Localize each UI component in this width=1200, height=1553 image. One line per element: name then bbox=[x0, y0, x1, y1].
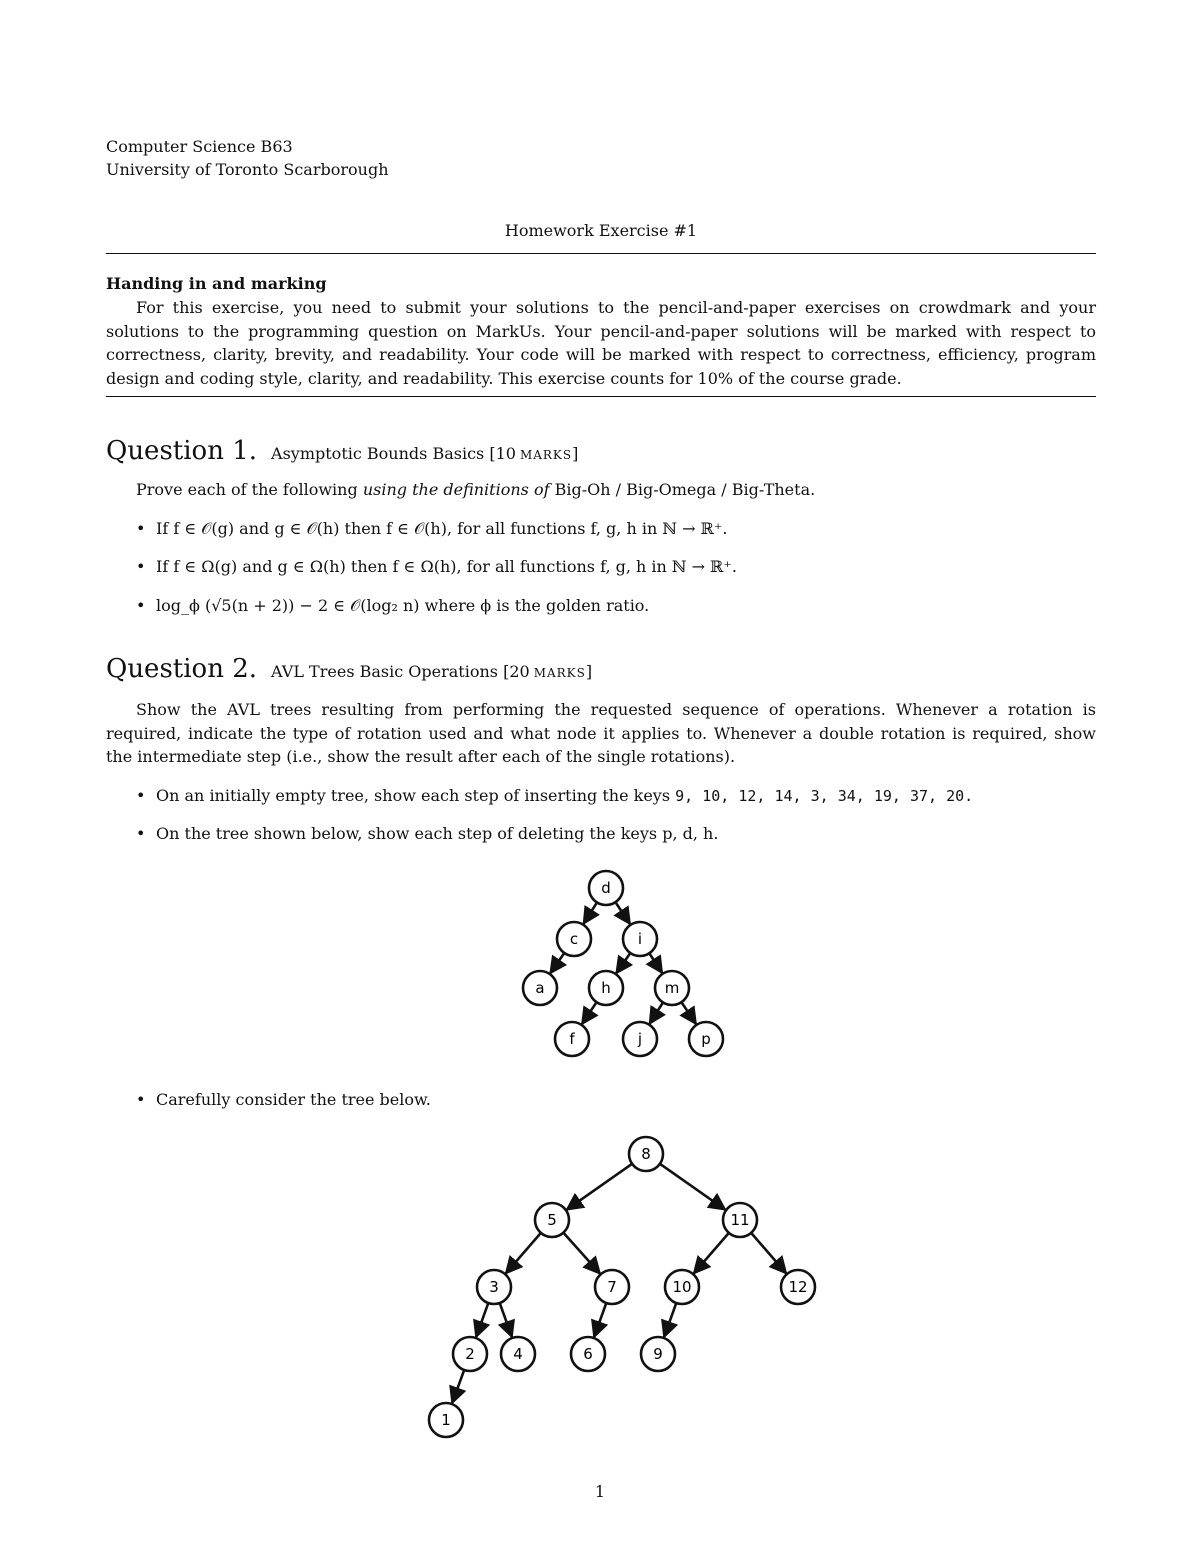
tree-edge bbox=[616, 953, 630, 973]
tree-node-label: 5 bbox=[547, 1211, 557, 1229]
question-2-header: Question 2. AVL Trees Basic Operations [20 MARKS] bbox=[106, 654, 593, 684]
question-2-intro: Show the AVL trees resulting from performing the requested sequence of operations. Whenever a rotation is required, indicate the type of rotation used and what node it applies to. Whenever a double rotation is required, show the intermediate step (i.e., show the result after each of the single rotations). bbox=[106, 700, 1096, 766]
tree-edge bbox=[550, 953, 564, 973]
question-1-item: • log_ϕ (√5(n + 2)) − 2 ∈ 𝒪(log₂ n) where ϕ is the golden ratio. bbox=[136, 596, 650, 615]
tree-node-label: j bbox=[637, 1030, 643, 1048]
tree-node-label: m bbox=[664, 979, 680, 997]
question-1-header: Question 1. Asymptotic Bounds Basics [10 MARKS] bbox=[106, 436, 579, 466]
tree-edge bbox=[584, 902, 597, 923]
handing-in-heading: Handing in and marking bbox=[106, 274, 327, 293]
tree-edge bbox=[615, 902, 630, 924]
tree-node-label: 1 bbox=[441, 1411, 451, 1429]
tree-edge bbox=[694, 1233, 729, 1274]
tree-edge bbox=[563, 1233, 600, 1274]
tree-node-label: 10 bbox=[672, 1278, 692, 1296]
tree-node-label: 11 bbox=[730, 1211, 750, 1229]
tree-edge bbox=[664, 1303, 676, 1337]
tree-edge bbox=[506, 1233, 541, 1274]
tree-edge bbox=[751, 1233, 786, 1274]
tree-node-label: i bbox=[637, 930, 643, 948]
tree-edge bbox=[500, 1303, 512, 1337]
question-1-subtitle: Asymptotic Bounds Basics [10 bbox=[271, 444, 516, 463]
tree-node-label: 8 bbox=[641, 1145, 651, 1163]
question-1-item: • If f ∈ Ω(g) and g ∈ Ω(h) then f ∈ Ω(h), for all functions f, g, h in ℕ → ℝ⁺. bbox=[136, 557, 737, 576]
question-1-marks: MARKS bbox=[519, 448, 573, 462]
tree-node-label: 3 bbox=[489, 1278, 499, 1296]
tree-edge bbox=[594, 1303, 606, 1337]
tree-2 bbox=[429, 1137, 815, 1437]
question-2-label: Question 2. bbox=[106, 654, 258, 684]
tree-node-label: 4 bbox=[513, 1345, 523, 1363]
tree-node-label: d bbox=[601, 879, 611, 897]
question-1-intro: Prove each of the following using the definitions of Big-Oh / Big-Omega / Big-Theta. bbox=[136, 480, 816, 499]
tree-node-label: h bbox=[601, 979, 611, 997]
tree-node-label: 9 bbox=[653, 1345, 663, 1363]
tree-edge bbox=[649, 953, 662, 973]
tree-edge bbox=[567, 1164, 632, 1210]
question-2-item: • On the tree shown below, show each step of deleting the keys p, d, h. bbox=[136, 824, 719, 843]
tree-node-label: 7 bbox=[607, 1278, 617, 1296]
page-number: 1 bbox=[594, 1482, 606, 1501]
course-name: Computer Science B63 bbox=[106, 137, 293, 156]
question-2-marks: MARKS bbox=[533, 666, 586, 680]
tree-edge bbox=[582, 1002, 597, 1024]
tree-edge bbox=[476, 1303, 488, 1337]
tree-edge bbox=[452, 1370, 464, 1403]
university-name: University of Toronto Scarborough bbox=[106, 160, 389, 179]
tree-1 bbox=[523, 871, 723, 1056]
tree-node-label: 12 bbox=[788, 1278, 808, 1296]
question-2-subtitle: AVL Trees Basic Operations [20 bbox=[271, 662, 530, 681]
tree-edge bbox=[660, 1164, 725, 1210]
tree-node-label: a bbox=[535, 979, 545, 997]
tree-node-label: p bbox=[701, 1030, 711, 1048]
tree-node-label: 6 bbox=[583, 1345, 593, 1363]
tree-edge bbox=[650, 1002, 663, 1023]
handing-in-body: For this exercise, you need to submit your solutions to the pencil-and-paper exercises on crowdmark and your solutions to the programming question on MarkUs. Your pencil-and-paper solutions will be marked with respect to correctness, clarity, brevity, and readability. Your code will be marked with respect to correctness, efficiency, program design and coding style, clarity, and readability. This exercise counts for 10% of the course grade. bbox=[106, 298, 1096, 388]
tree-node-label: 2 bbox=[465, 1345, 475, 1363]
tree-edge bbox=[681, 1002, 696, 1024]
question-2-item: • Carefully consider the tree below. bbox=[136, 1090, 431, 1109]
question-1-label: Question 1. bbox=[106, 436, 258, 466]
document-title: Homework Exercise #1 bbox=[504, 221, 698, 240]
tree-node-label: c bbox=[569, 930, 579, 948]
question-2-item: • On an initially empty tree, show each step of inserting the keys 9, 10, 12, 14, 3, 34, 19, 37, 20. bbox=[136, 786, 974, 805]
question-1-item: • If f ∈ 𝒪(g) and g ∈ 𝒪(h) then f ∈ 𝒪(h), for all functions f, g, h in ℕ → ℝ⁺. bbox=[136, 519, 728, 538]
tree-node-label: f bbox=[569, 1030, 575, 1048]
